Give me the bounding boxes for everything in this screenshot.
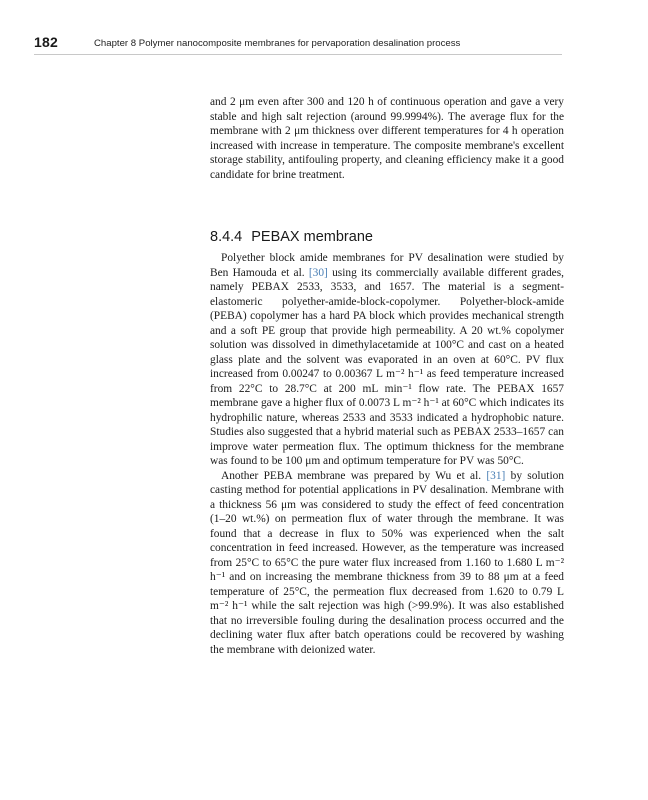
section-body xyxy=(210,251,564,657)
section-heading xyxy=(210,229,373,245)
section-title: PEBAX membrane xyxy=(251,229,373,245)
citation-link-30[interactable]: [30] xyxy=(308,266,328,279)
paragraph2-text-b: by solution casting method for potential applications in PV desalination. Membrane with a thickness 56 μm was considered to study the effect of feed concentration (1–20 wt.%) on permeation flux of water through the membrane. It was found that a decrease in flux to 50% was experienced when the salt concentration in feed increased. However, as the temperature was increased from 25°C to 65°C the pure water flux increased from 1.160 to 1.680 L m⁻² h⁻¹ and on increasing the membrane thickness from 39 to 88 μm at a feed temperature of 25°C, the permeation flux decreased from 1.620 to 0.79 L m⁻² h⁻¹ while the salt rejection was high (>99.9%). It was also established that no irreversible fouling during the desalination process occurred and the declining water flux after batch operations could be recovered by washing the membrane with deionized water. xyxy=(210,469,565,656)
paragraph-pebax-grades xyxy=(210,251,564,469)
running-head: Chapter 8 Polymer nanocomposite membranes for pervaporation desalination process xyxy=(94,38,461,49)
paragraph2-text-a: Another PEBA membrane was prepared by Wu et al. xyxy=(221,469,487,482)
page-number: 182 xyxy=(34,34,58,50)
paragraph1-text-a: Polyether block amide membranes for PV desalination were studied by Ben Hamouda et al. xyxy=(210,252,564,279)
section-number: 8.4.4 xyxy=(210,229,243,245)
citation-link-31[interactable]: [31] xyxy=(486,469,506,482)
paragraph1-text-b: using its commercially available different grades, namely PEBAX 2533, 3533, and 1657. The material is a segment-elastomeric polyether-amide-block-copolymer. Polyether-block-amide (PEBA) copolymer has a hard PA block which provides mechanical strength and a soft PE group that provide high permeability. A 20 wt.% copolymer solution was dissolved in dimethylacetamide at 100°C and cast on a heated glass plate and the solvent was evaporated in an oven at 60°C. PV flux increased from 0.00247 to 0.00367 L m⁻² h⁻¹ as feed temperature increased from 22°C to 28.7°C at 200 mL min⁻¹ flow rate. The PEBAX 1657 membrane gave a higher flux of 0.0073 L m⁻² h⁻¹ at 60°C which indicates its hydrophilic nature, whereas 2533 and 3533 indicated a hydrophobic nature. Studies also suggested that a hybrid material such as PEBAX 2533–1657 can improve water permeation flux. The optimum thickness for the membrane was found to be 100 μm and optimum temperature for PV was 50°C. xyxy=(210,266,564,467)
paragraph-peba-wu xyxy=(210,469,564,658)
intro-text-block xyxy=(210,95,564,182)
page-header xyxy=(34,30,562,55)
intro-paragraph: and 2 μm even after 300 and 120 h of continuous operation and gave a very stable and high salt rejection (around 99.9994%). The average flux for the membrane with 2 μm thickness over different temperatures for 4 h operation increased with increase in temperature. The composite membrane's excellent storage stability, antifouling property, and cleaning efficiency make it a good candidate for brine treatment. xyxy=(210,96,564,181)
